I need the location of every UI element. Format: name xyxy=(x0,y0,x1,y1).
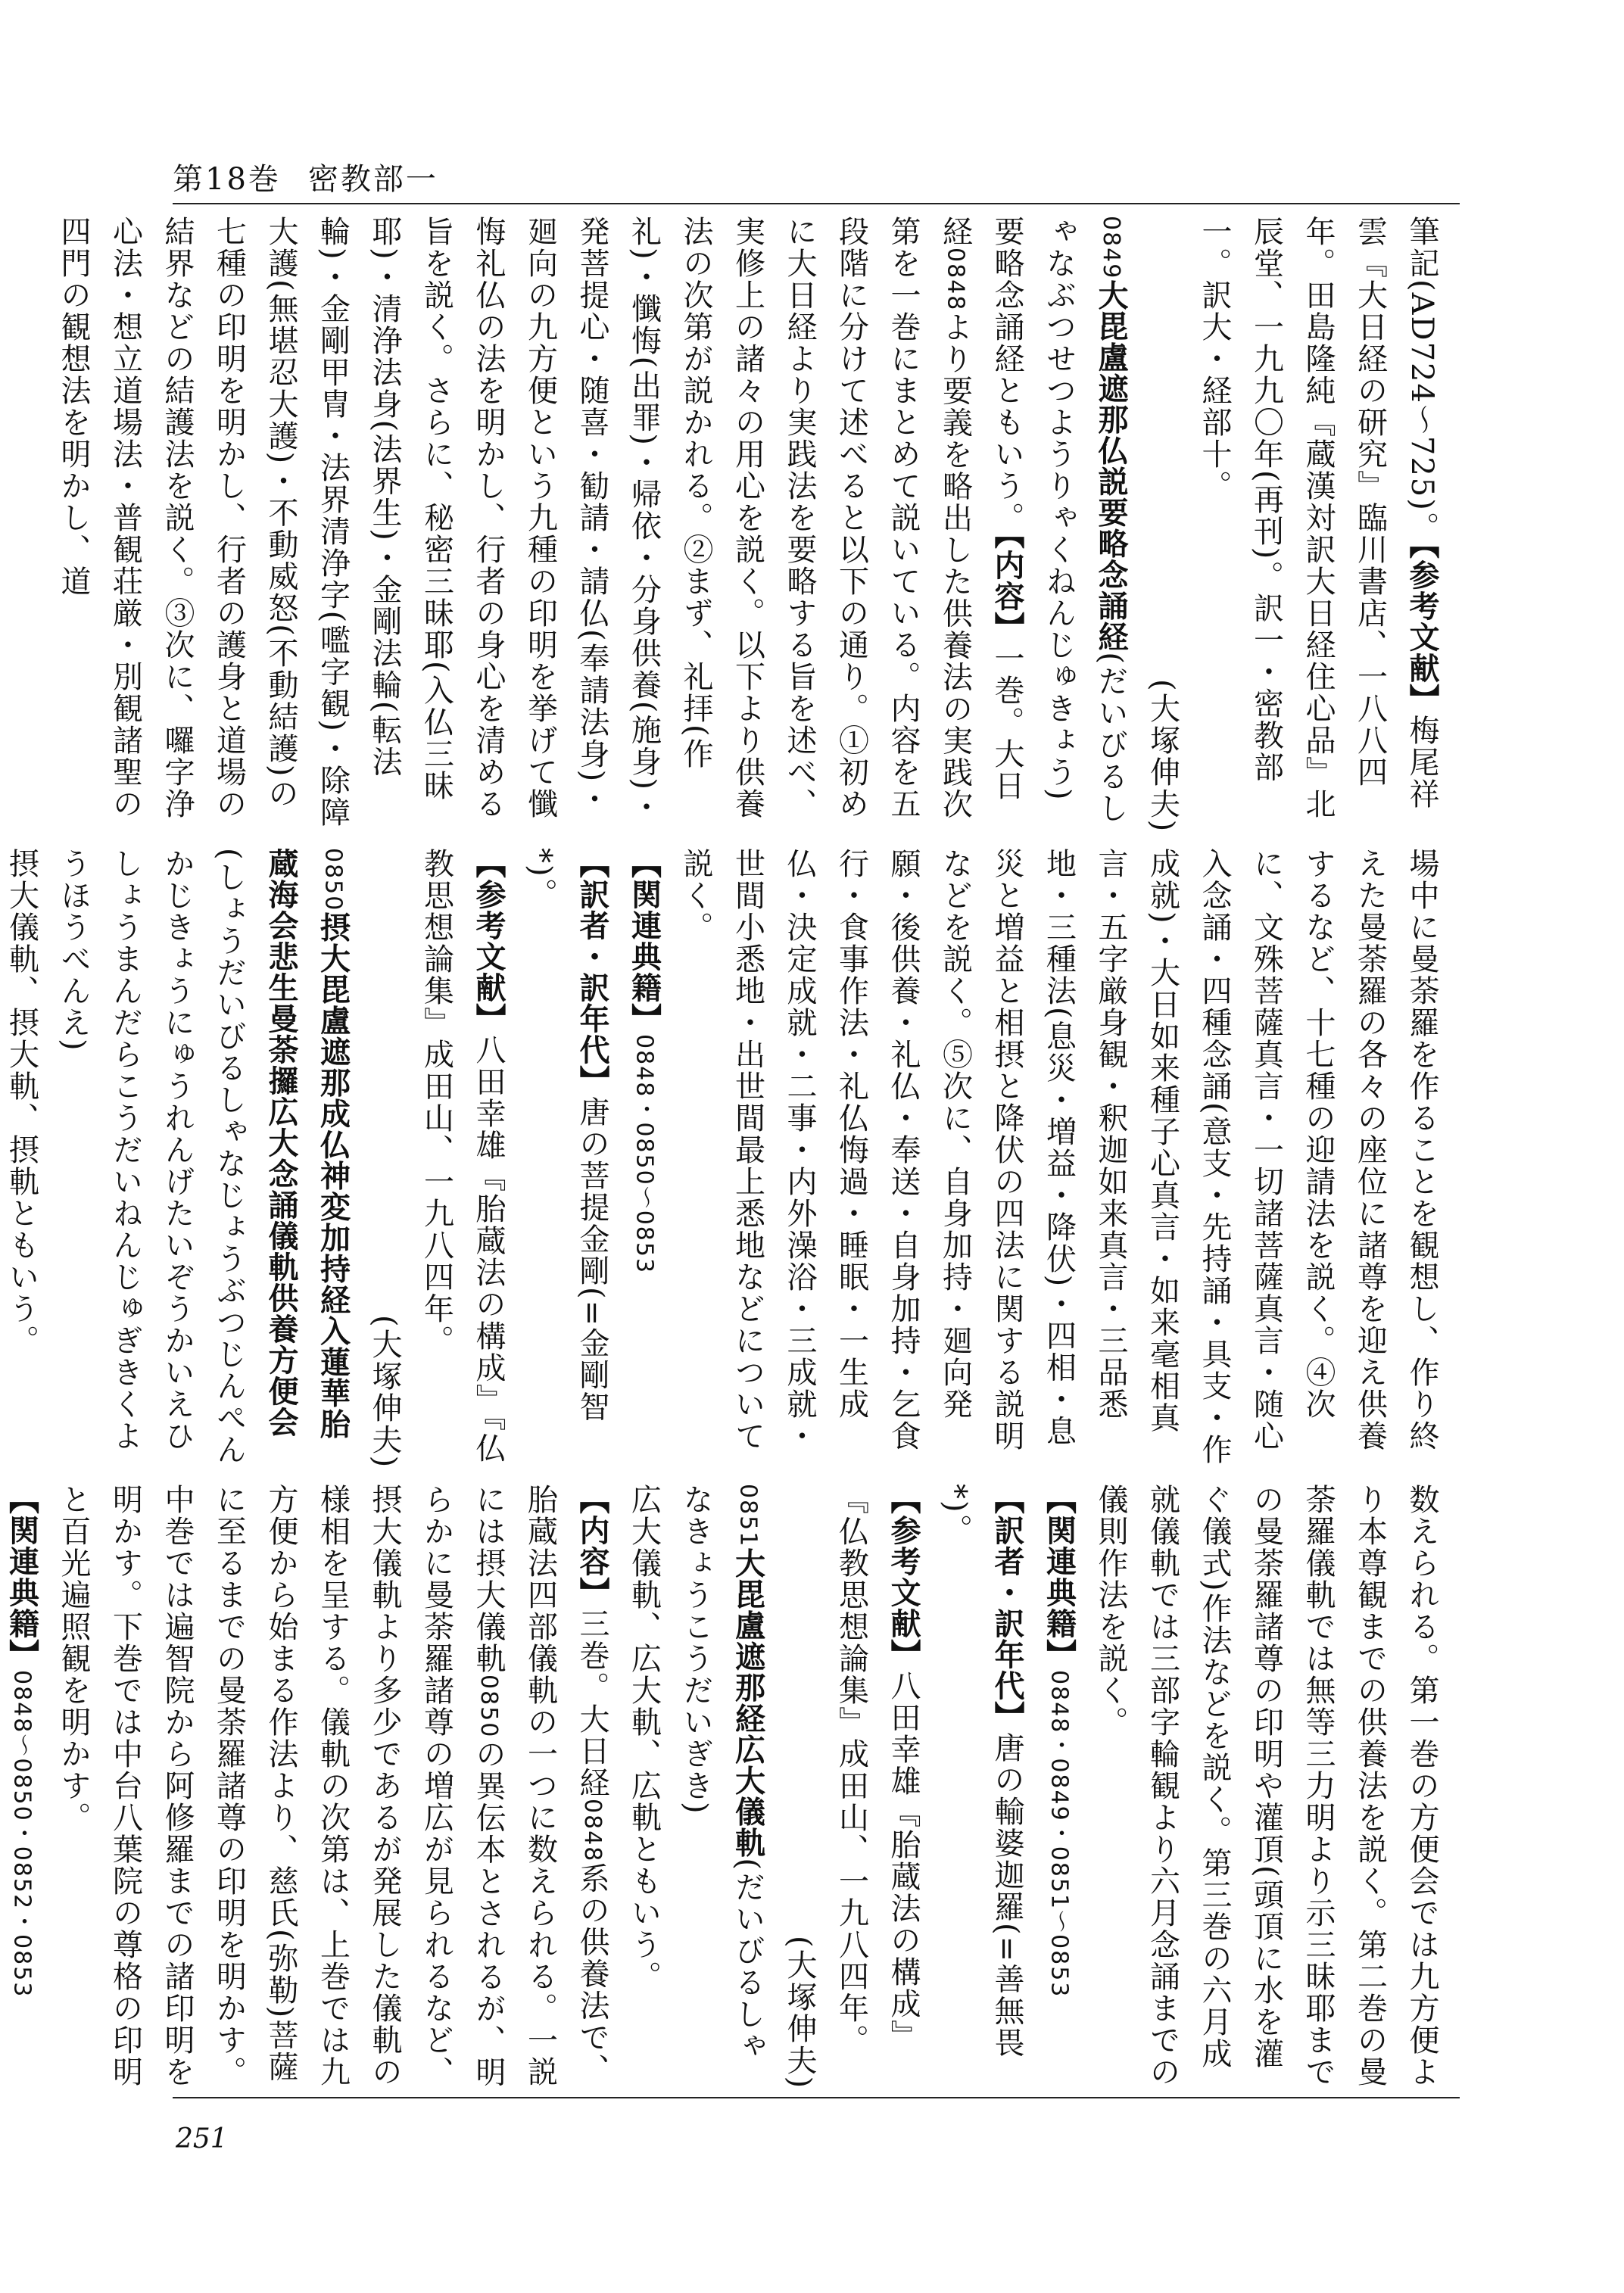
entry-reading: (だいびるしゃなぶつせつようりゃくねんじゅきょう) xyxy=(1041,216,1128,824)
section-label: 【訳者・訳年代】 xyxy=(575,848,609,1096)
text-span: 広大儀軌、広大軌、広軌ともいう。 xyxy=(626,1484,662,1992)
text-span: 系の供養法で、胎蔵法四部儀軌の一つに数えられる。一説には摂大儀軌 xyxy=(471,1484,609,2088)
text-span: 場中に曼荼羅を作ることを観想し、作り終えた曼荼羅の各々の座位に諸尊を迎え供養するなど、十七種の迎請法を説く。④次に、文殊菩薩真言・一切諸菩薩真言・随心入念誦・四種念誦(意支・先持誦・具支・作成就)・大日如来種子心真言・如来毫相真言・五字厳身観・釈迦如来真言・三品悉地・三種法(息災・増益・降伏)・四相・息災と増益と相摂と降伏の四法に関する説明などを説く。⑤次に、自身加持・廻向発願・後供養・礼仏・奉送・自身加持・乞食行・食事作法・礼仏悔過・睡眠・一生成仏・決定成就・二事・内外澡浴・三成就・世間小悉地・出世間最上悉地などについて説く。 xyxy=(678,848,1439,1466)
text-span: 八田幸雄『胎蔵法の構成』『仏教思想論集』成田山、一九八四年。 xyxy=(419,848,506,1464)
tier-3-text xyxy=(4,1484,1448,2089)
entry-0850 xyxy=(0,848,359,1469)
text-span: 摂大儀軌、摂大軌、摂軌ともいう。 xyxy=(4,848,39,1357)
footer-rule xyxy=(173,2097,1460,2098)
header-rule xyxy=(173,203,1460,204)
entry-reading: (だいびるしゃなきょうこうだいぎき) xyxy=(678,1484,765,2062)
running-header xyxy=(173,155,438,198)
section-label: 【内容】 xyxy=(990,534,1024,643)
text-span: 梅尾祥雲『大日経の研究』臨川書店、一八八四年。田島隆純『蔵漢対訳大日経住心品』北辰堂、一九九〇年(再刊)。訳一・密教部一。訳大・経部十。 xyxy=(1197,216,1439,820)
entry-0849-cont xyxy=(359,848,1448,1469)
section-label: 密教部一 xyxy=(307,162,438,197)
entry-0851 xyxy=(0,1484,774,2089)
author-signature: (大塚伸夫) xyxy=(782,1935,817,2089)
entry-0850-cont xyxy=(774,1484,1448,2089)
section-label: 【参考文献】 xyxy=(1404,543,1439,715)
cross-ref: 0848 xyxy=(942,248,969,312)
tier-1-text xyxy=(56,216,1448,833)
cross-ref: 0848・0849・0851〜0853 xyxy=(1046,1670,1073,1999)
text-span: 唐の菩提金剛(=金剛智*)。 xyxy=(522,848,609,1423)
text-span: 筆記(AD724〜725)。 xyxy=(1404,216,1439,544)
author-signature: (大塚伸夫) xyxy=(1145,678,1180,833)
section-label: 【関連典籍】 xyxy=(626,848,662,1034)
cross-ref: 0848 xyxy=(579,1799,606,1863)
cross-ref: 0848・0850〜0853 xyxy=(631,1034,658,1275)
page-number: 251 xyxy=(176,2123,228,2154)
volume-label: 第18巻 xyxy=(173,162,281,197)
text-span: 数えられる。第一巻の方便会では九方便より本尊観までの供養法を説く。第二巻の曼荼羅儀軌では無等三力明より示三昧耶までの曼荼羅諸尊の印明や灌頂(頭頂に水を灌ぐ儀式)作法などを説く。第三巻の六月成就儀軌では三部字輪観より六月念誦までの儀則作法を説く。 xyxy=(1093,1484,1439,2088)
section-label: 【参考文献】 xyxy=(471,848,506,1034)
entry-number: 0849 xyxy=(1098,216,1124,280)
section-label: 【内容】 xyxy=(575,1484,609,1608)
cross-ref: 0850 xyxy=(475,1675,502,1739)
text-span: より要義を略出した供養法の実践次第を一巻にまとめて説いている。内容を五段階に分けて述べると以下の通り。①初めに大日経より実践法を要略する旨を述べ、実修上の諸々の用心を説く。以下より供養法の次第が説かれる。②まず、礼拝(作礼)・懺悔(出罪)・帰依・分身供養(施身)・発菩提心・随喜・勧請・請仏(奉請法身)・廻向の九方便という九種の印明を挙げて懺悔礼仏の法を明かし、行者の身心を清める旨を説く。さらに、秘密三昧耶(入仏三昧耶)・清浄法身(法界生)・金剛法輪(転法輪)・金剛甲冑・法界清浄字(嚂字観)・除障大護(無堪忍大護)・不動威怒(不動結護)の七種の印明を明かし、行者の護身と道場の結界などの結護法を説く。③次に、囉字浄心法・想立道場法・普観荘厳・別観諸聖の四門の観想法を明かし、道 xyxy=(56,216,973,828)
author-signature: (大塚伸夫) xyxy=(367,1314,402,1469)
text-span: 一巻。大日経 xyxy=(937,216,1024,802)
text-tier-3 xyxy=(4,1484,1448,2089)
text-span: の異伝本とされるが、明らかに曼荼羅諸尊の増広が見られるなど、摂大儀軌より多少であるが発展した儀軌の様相を呈する。儀軌の次第は、上巻では九方便から始まる作法より、慈氏(弥勒)菩薩に至るまでの曼荼羅諸尊の印明を明かす。中巻では遍智院から阿修羅までの諸印明を明かす。下巻では中台八葉院の尊格の印明と百光遍照観を明かす。 xyxy=(56,1484,506,2089)
section-label: 【訳者・訳年代】 xyxy=(990,1484,1024,1732)
entry-0848-tail xyxy=(1136,216,1448,833)
text-span: 三巻。大日経 xyxy=(575,1608,609,1799)
entry-number: 0851 xyxy=(734,1484,762,1548)
text-tier-2 xyxy=(4,848,1448,1469)
cross-ref: 0848〜0850・0852・0853 xyxy=(8,1670,36,1999)
entry-title: 摂大毘盧遮那成仏神変加持経入蓮華胎蔵海会悲生曼荼攞広大念誦儀軌供養方便会 xyxy=(263,848,351,1440)
text-span: 唐の輸婆迦羅(=善無畏*)。 xyxy=(937,1484,1024,2059)
tier-2-text xyxy=(4,848,1448,1469)
entry-title: 大毘盧遮那仏説要略念誦経 xyxy=(1093,279,1128,653)
entry-title: 大毘盧遮那経広大儀軌 xyxy=(730,1547,765,1858)
section-label: 【参考文献】 xyxy=(886,1484,921,1670)
text-tier-1 xyxy=(56,216,1448,833)
text-span: 八田幸雄『胎蔵法の構成』『仏教思想論集』成田山、一九八四年。 xyxy=(834,1484,921,2056)
section-label: 【関連典籍】 xyxy=(4,1484,39,1670)
text-span: 要略念誦経ともいう。 xyxy=(990,216,1024,534)
entry-number: 0850 xyxy=(320,848,347,912)
entry-0849 xyxy=(48,216,1137,833)
section-label: 【関連典籍】 xyxy=(1041,1484,1077,1670)
entry-reading: (しょうだいびるしゃなじょうぶつじんぺんかじきょうにゅうれんげたいぞうかいえひしょうまんだらこうだいねんじゅぎきくようほうべんえ) xyxy=(56,848,247,1466)
